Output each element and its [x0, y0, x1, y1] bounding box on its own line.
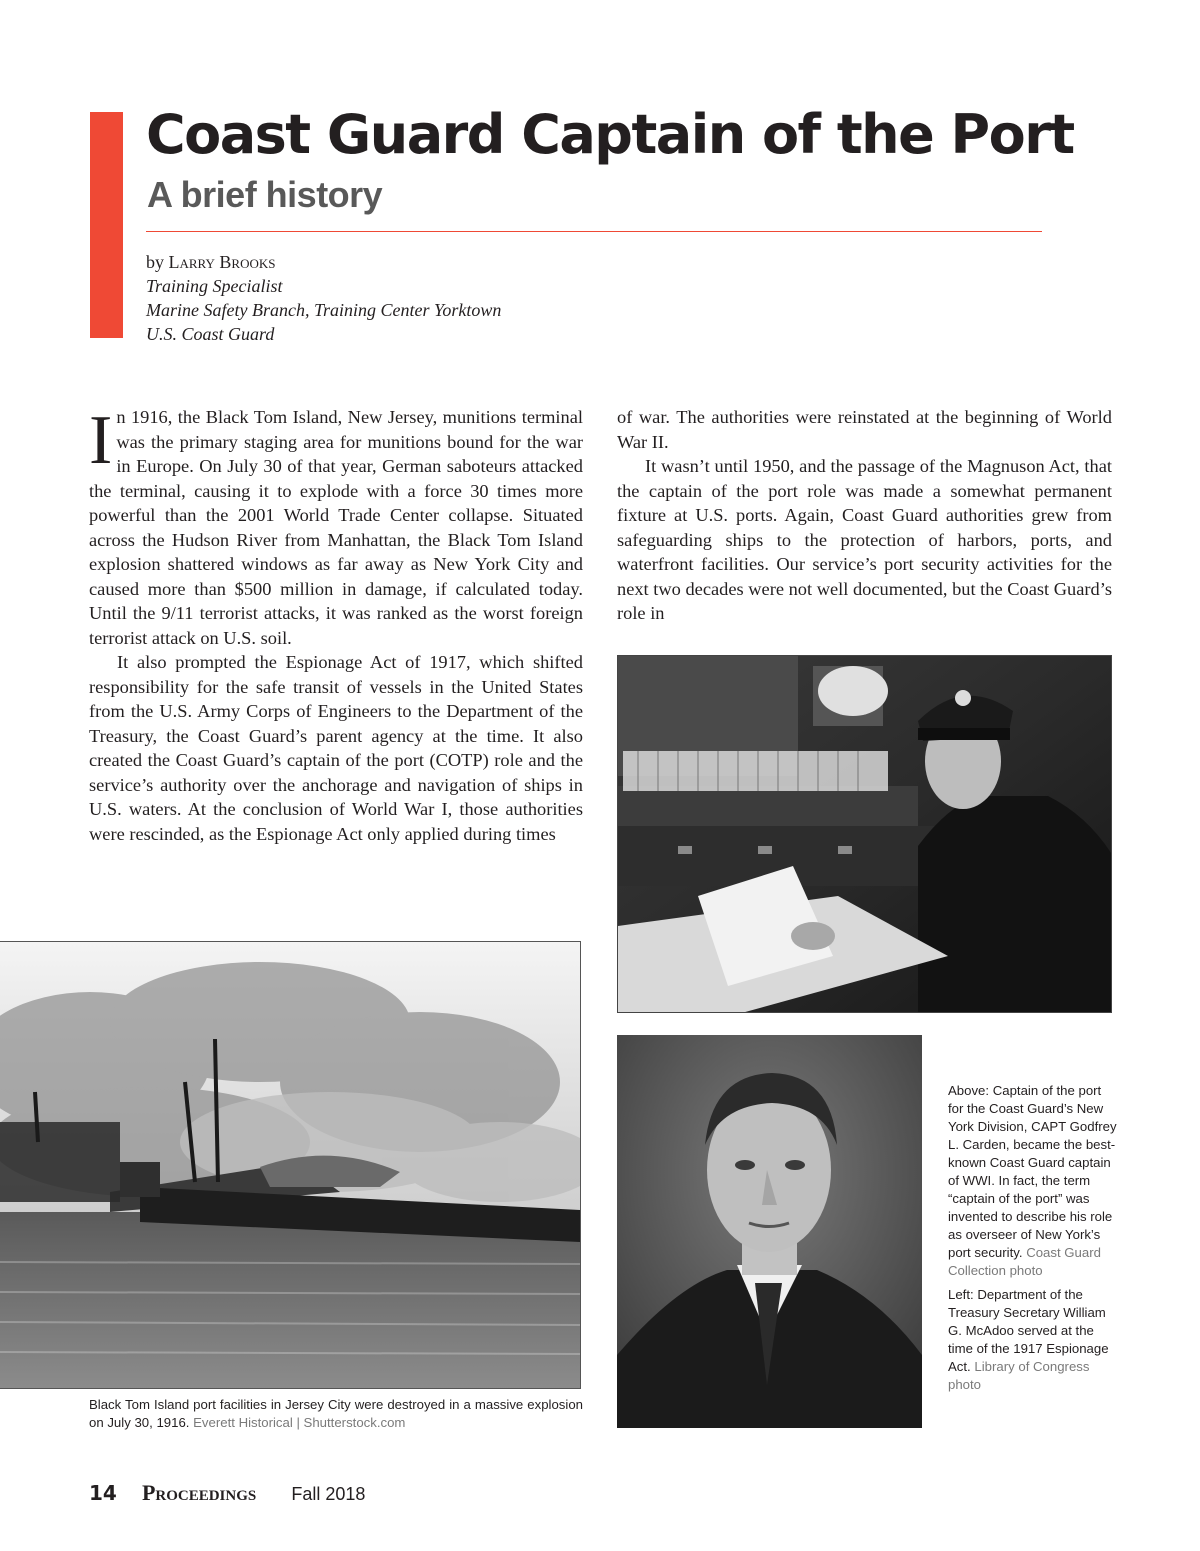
caption-mcadoo-text: Left: Department of the Treasury Secretary William G. McAdoo served at the time of the 1917 Espionage Act.	[948, 1287, 1109, 1374]
author-position: Training Specialist	[146, 276, 283, 296]
drop-cap: I	[89, 402, 113, 479]
caption-explosion-credit: Everett Historical | Shutterstock.com	[193, 1415, 406, 1430]
caption-carden-credit: Coast Guard Collection photo	[948, 1245, 1101, 1278]
caption-mcadoo	[948, 1286, 1120, 1394]
caption-explosion	[89, 1396, 583, 1432]
title-divider	[146, 231, 1042, 232]
page-number: 14	[89, 1481, 117, 1505]
issue-date: Fall 2018	[291, 1484, 366, 1504]
article-column-right	[617, 405, 1112, 626]
accent-bar	[90, 112, 123, 338]
caption-explosion-text: Black Tom Island port facilities in Jersey City were destroyed in a massive explosion on July 30, 1916.	[89, 1397, 583, 1430]
photo-william-mcadoo	[617, 1035, 922, 1428]
photo-captain-carden	[617, 655, 1112, 1013]
author-organization: Marine Safety Branch, Training Center Yorktown	[146, 300, 502, 320]
photo-black-tom-explosion	[0, 941, 581, 1389]
page-footer	[89, 1480, 365, 1506]
article-column-left	[89, 402, 583, 846]
caption-carden	[948, 1082, 1120, 1280]
author-name: Larry Brooks	[168, 252, 276, 272]
paragraph-3: of war. The authorities were reinstated at the beginning of World War II.	[617, 407, 1112, 452]
article-subtitle: A brief history	[147, 174, 383, 215]
byline	[146, 250, 501, 346]
caption-mcadoo-credit: Library of Congress photo	[948, 1359, 1090, 1392]
byline-by: by	[146, 252, 164, 272]
caption-carden-text: Above: Captain of the port for the Coast Guard’s New York Division, CAPT Godfrey L. Carden, became the best-known Coast Guard captain of WWI. In fact, the term “captain of the port” was invented to describe his role as overseer of New York’s port security.	[948, 1083, 1117, 1260]
paragraph-2: It also prompted the Espionage Act of 1917, which shifted responsibility for the safe transit of vessels in the United States from the U.S. Army Corps of Engineers to the Department of the Treasury, the Coast Guard’s parent agency at the time. It also created the Coast Guard’s captain of the port (COTP) role and the service’s authority over the anchorage and navigation of ships in U.S. waters. At the conclusion of World War I, those authorities were rescinded, as the Espionage Act only applied during times	[89, 652, 583, 844]
author-service: U.S. Coast Guard	[146, 324, 275, 344]
caption-side	[948, 1082, 1120, 1400]
paragraph-4: It wasn’t until 1950, and the passage of the Magnuson Act, that the captain of the port role was made a somewhat permanent fixture at U.S. ports. Again, Coast Guard authorities grew from safeguarding ships to the protection of harbors, ports, and waterfront facilities. Our service’s port security activities for the next two decades were not well documented, but the Coast Guard’s role in	[617, 456, 1112, 623]
article-title: Coast Guard Captain of the Port	[146, 103, 1074, 166]
paragraph-1-text: n 1916, the Black Tom Island, New Jersey, munitions terminal was the primary staging area for munitions bound for the war in Europe. On July 30 of that year, German saboteurs attacked the terminal, causing it to explode with a force 30 times more powerful than the 2001 World Trade Center collapse. Situated across the Hudson River from Manhattan, the Black Tom Island explosion shattered windows as far away as New York City and caused more than $500 million in damage, if calculated today. Until the 9/11 terrorist attacks, it was ranked as the worst foreign terrorist attack on U.S. soil.	[89, 407, 583, 648]
magazine-name: Proceedings	[141, 1480, 257, 1505]
paragraph-1	[89, 402, 583, 650]
